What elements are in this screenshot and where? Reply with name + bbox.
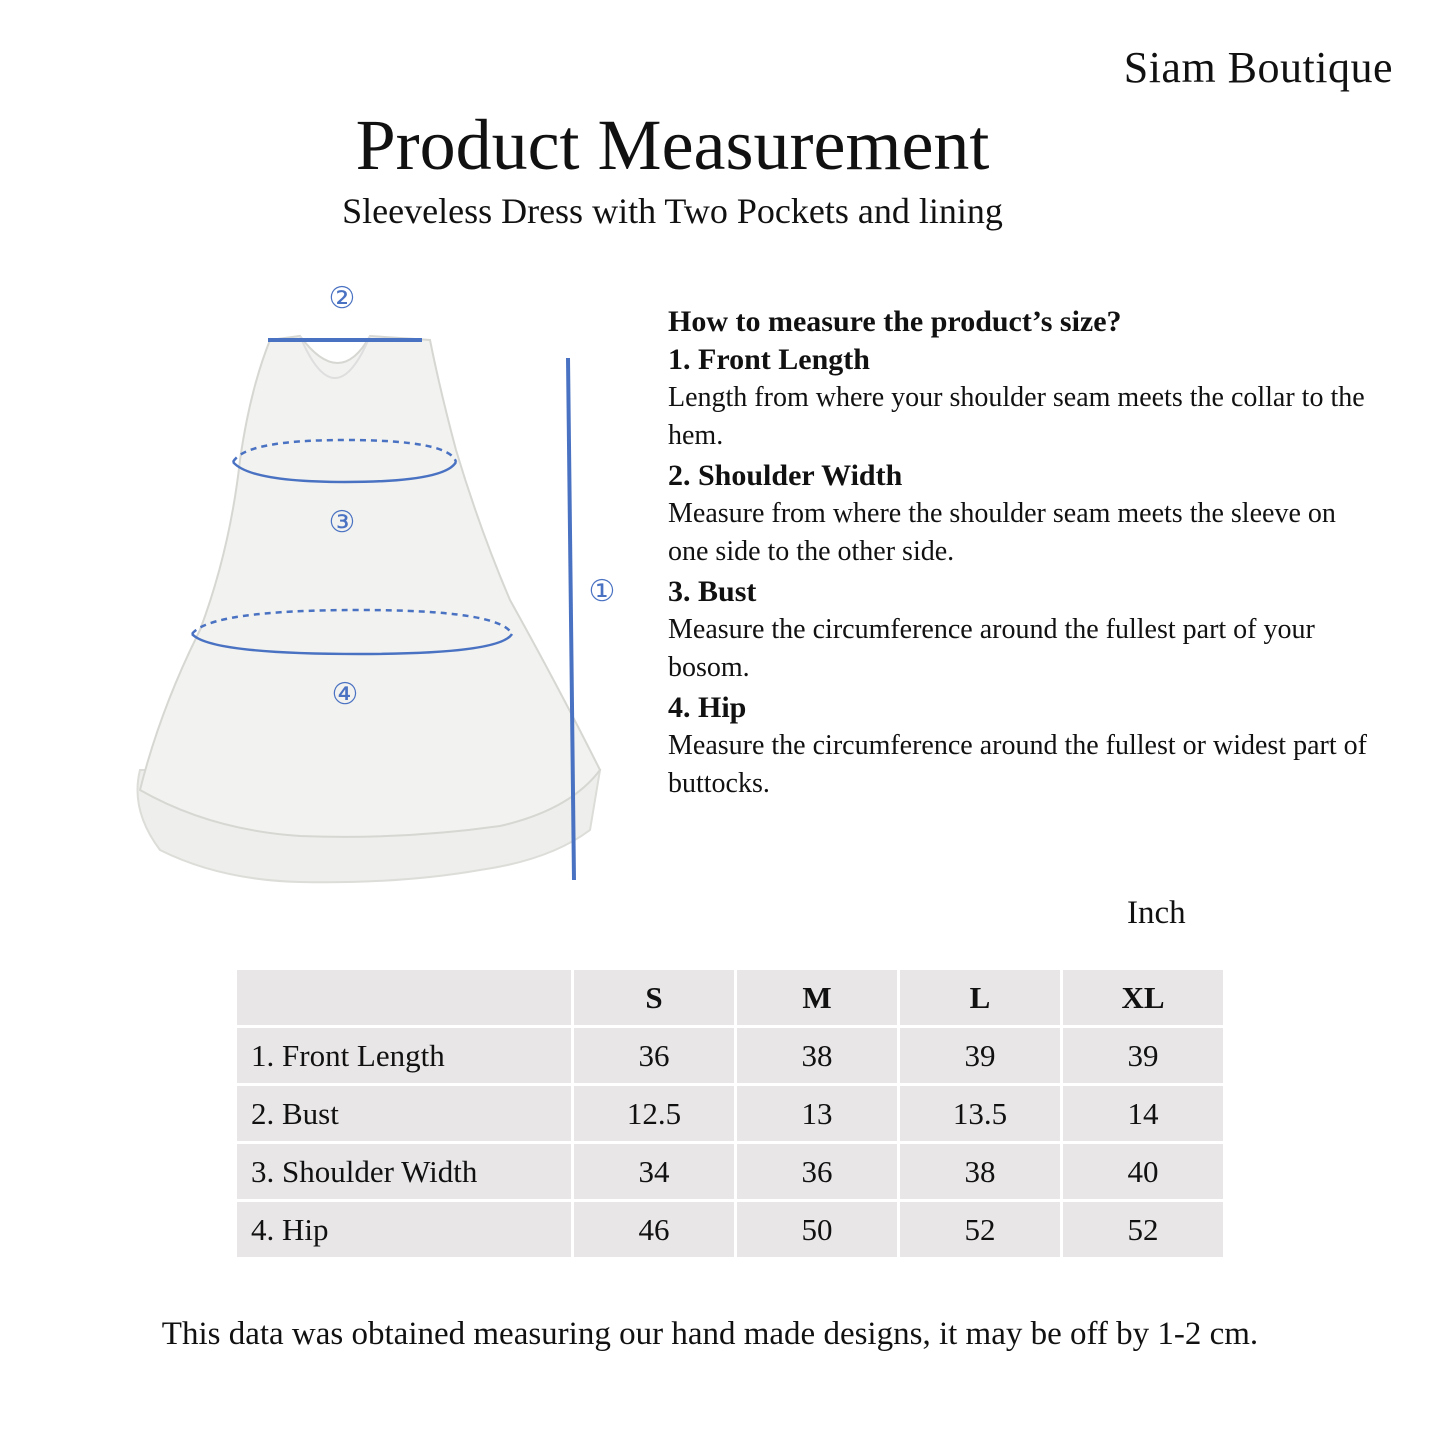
table-cell: 50 xyxy=(737,1202,897,1257)
guide-item-desc: Measure the circumference around the fullest or widest part of buttocks. xyxy=(668,730,1367,799)
dress-illustration xyxy=(100,270,660,910)
header-cell-empty xyxy=(237,970,571,1025)
table-row xyxy=(237,1144,1223,1199)
table-row xyxy=(237,1028,1223,1083)
table-cell: 13 xyxy=(737,1086,897,1141)
table-cell: 38 xyxy=(900,1144,1060,1199)
table-cell: 36 xyxy=(737,1144,897,1199)
table-cell: 12.5 xyxy=(574,1086,734,1141)
size-chart-table xyxy=(234,967,1226,1260)
table-row xyxy=(237,1086,1223,1141)
table-cell: 39 xyxy=(1063,1028,1223,1083)
footer-note: This data was obtained measuring our hand made designs, it may be off by 1-2 cm. xyxy=(161,1316,1259,1352)
guide-item-desc: Measure the circumference around the fullest part of your bosom. xyxy=(668,614,1315,683)
table-cell: 34 xyxy=(574,1144,734,1199)
table-row xyxy=(237,1202,1223,1257)
row-label: 1. Front Length xyxy=(237,1028,571,1083)
guide-item-title: 2. Shoulder Width xyxy=(668,459,903,492)
table-cell: 40 xyxy=(1063,1144,1223,1199)
dress-measurement-diagram xyxy=(100,270,660,910)
table-cell: 52 xyxy=(1063,1202,1223,1257)
unit-label: Inch xyxy=(1127,895,1186,931)
marker-1: ① xyxy=(588,574,616,609)
header-cell-size: S xyxy=(574,970,734,1025)
measurement-guide xyxy=(668,303,1368,805)
marker-2: ② xyxy=(328,281,356,316)
row-label: 2. Bust xyxy=(237,1086,571,1141)
guide-item-desc: Measure from where the shoulder seam meets the sleeve on one side to the other side. xyxy=(668,498,1336,567)
guide-item-title: 3. Bust xyxy=(668,575,757,608)
guide-heading: How to measure the product’s size? xyxy=(668,305,1122,338)
guide-item-title: 4. Hip xyxy=(668,691,747,724)
page-title: Product Measurement xyxy=(355,105,990,185)
table-cell: 52 xyxy=(900,1202,1060,1257)
row-label: 3. Shoulder Width xyxy=(237,1144,571,1199)
table-cell: 38 xyxy=(737,1028,897,1083)
dress-body xyxy=(140,336,600,837)
table-cell: 13.5 xyxy=(900,1086,1060,1141)
page-subtitle: Sleeveless Dress with Two Pockets and lining xyxy=(342,191,1003,231)
table-cell: 46 xyxy=(574,1202,734,1257)
marker-3: ③ xyxy=(328,505,356,540)
table-cell: 14 xyxy=(1063,1086,1223,1141)
guide-item-title: 1. Front Length xyxy=(668,343,870,376)
header-cell-size: L xyxy=(900,970,1060,1025)
header-cell-size: XL xyxy=(1063,970,1223,1025)
marker-4: ④ xyxy=(331,677,359,712)
guide-item-desc: Length from where your shoulder seam meets the collar to the hem. xyxy=(668,382,1365,451)
header-cell-size: M xyxy=(737,970,897,1025)
table-cell: 39 xyxy=(900,1028,1060,1083)
table-cell: 36 xyxy=(574,1028,734,1083)
row-label: 4. Hip xyxy=(237,1202,571,1257)
brand-name: Siam Boutique xyxy=(1123,43,1393,92)
table-header-row xyxy=(237,970,1223,1025)
